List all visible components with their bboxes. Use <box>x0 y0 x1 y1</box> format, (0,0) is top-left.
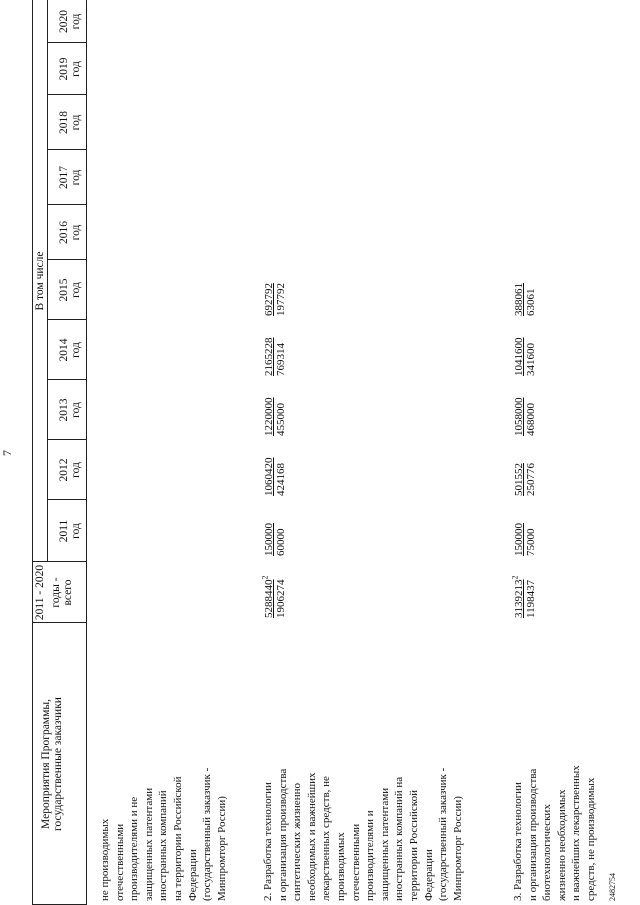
value-federal: 75000 <box>525 528 537 556</box>
value-federal: 455000 <box>275 403 287 436</box>
value-plan: 2165228 <box>263 337 275 376</box>
activity-line: синтетических жизненно <box>291 783 304 901</box>
header-year-2012 <box>58 440 82 500</box>
activity-line: жизненно необходимых <box>555 789 568 901</box>
header-year-2020 <box>58 0 82 43</box>
including-underline <box>47 0 48 562</box>
activity-line: лекарственных средств, не <box>320 776 333 901</box>
value-plan: 501552 <box>513 463 525 496</box>
row2-2013 <box>263 398 287 437</box>
year-label: 2015 <box>58 278 70 302</box>
year-unit: год <box>70 13 82 30</box>
value-federal: 197792 <box>275 283 287 316</box>
row3-2013 <box>513 398 537 437</box>
activity-line: необходимых и важнейших <box>305 772 318 901</box>
year-label: 2019 <box>58 57 70 81</box>
year-label: 2013 <box>58 398 70 422</box>
header-year-2018 <box>58 95 82 150</box>
row3-2011 <box>513 523 537 556</box>
row-activity-3 <box>511 765 599 901</box>
year-label: 2012 <box>58 458 70 482</box>
value-federal: 341600 <box>525 343 537 376</box>
activity-line: иностранных компаний на <box>393 776 406 901</box>
value-federal: 250776 <box>525 463 537 496</box>
activity-line: и важнейших лекарственных <box>570 765 583 901</box>
activity-line: территории Российской <box>407 790 420 901</box>
year-unit: год <box>70 342 82 358</box>
header-year-2016 <box>58 205 82 260</box>
activity-line: 2. Разработка технологии <box>262 782 274 901</box>
row3-total <box>510 575 537 619</box>
activity-line: производителями и не <box>128 796 141 901</box>
year-label: 2014 <box>58 338 70 362</box>
header-year-2013 <box>58 380 82 440</box>
year-label: 2011 <box>58 519 70 543</box>
row2-2015 <box>263 283 287 316</box>
row3-2012 <box>513 463 537 496</box>
activity-line: защищенных патентами <box>142 787 155 901</box>
value-plan: 1041600 <box>513 337 525 376</box>
activity-line: защищенных патентами <box>378 787 391 901</box>
year-unit: год <box>70 462 82 478</box>
document-code: 2482754 <box>608 873 617 901</box>
value-federal: 63061 <box>525 288 537 316</box>
year-label: 2020 <box>58 10 70 33</box>
activity-line: Федерации <box>186 849 199 901</box>
header-year-2019 <box>58 43 82 95</box>
value-federal: 769314 <box>275 343 287 376</box>
year-label: 2017 <box>58 166 70 189</box>
activity-line: отечественными <box>349 823 362 901</box>
footnote-mark: 2 <box>510 575 520 580</box>
total-plan: 5288440 <box>263 579 275 618</box>
header-total-line: 2011 - 2020 <box>34 564 46 621</box>
value-plan: 150000 <box>263 523 275 556</box>
year-unit: год <box>70 169 82 186</box>
header-including: В том числе <box>34 251 46 311</box>
year-unit: год <box>70 224 82 241</box>
year-unit: год <box>70 61 82 77</box>
header-year-2017 <box>58 150 82 205</box>
value-plan: 1058000 <box>513 397 525 436</box>
footnote-mark: 2 <box>260 575 270 580</box>
value-plan: 1060420 <box>263 457 275 496</box>
row2-2012 <box>263 458 287 497</box>
year-unit: год <box>70 282 82 298</box>
activity-line: на территории Российской <box>171 776 184 901</box>
value-federal: 468000 <box>525 403 537 436</box>
activity-line: (государственный заказчик - <box>437 767 450 901</box>
header-year-2011 <box>58 500 82 562</box>
activity-line: и организация производства <box>276 768 289 901</box>
value-plan: 692792 <box>263 283 275 316</box>
value-plan: 1220000 <box>263 397 275 436</box>
header-total <box>34 562 74 623</box>
header-bottom-border <box>86 0 87 905</box>
activity-line: производимых <box>334 832 347 901</box>
year-unit: год <box>70 523 82 539</box>
value-plan: 388061 <box>513 283 525 316</box>
year-unit: год <box>70 402 82 418</box>
row2-total <box>260 575 287 619</box>
value-plan: 150000 <box>513 523 525 556</box>
header-activities <box>40 623 64 905</box>
activity-line: средств, не производимых <box>584 777 597 901</box>
value-federal: 424168 <box>275 463 287 496</box>
row2-2011 <box>263 523 287 556</box>
row3-2014 <box>513 338 537 377</box>
activity-line: Минпромторг России) <box>215 796 228 901</box>
total-federal: 1906274 <box>275 579 287 618</box>
activity-line: не производимых <box>99 818 111 901</box>
header-activities-line: Мероприятия Программы, <box>40 699 52 829</box>
value-federal: 60000 <box>275 528 287 556</box>
activity-line: 3. Разработка технологии <box>512 782 524 901</box>
header-total-line: годы - <box>50 577 62 608</box>
header-activities-line: государственные заказчики <box>52 697 64 831</box>
row2-2014 <box>263 338 287 377</box>
header-total-line: всего <box>62 579 74 606</box>
activity-line: иностранных компаний <box>157 790 170 901</box>
row3-2015 <box>513 283 537 316</box>
activity-line: Федерации <box>422 849 435 901</box>
page-number: 7 <box>0 450 14 456</box>
activity-line: и организация производства <box>526 768 539 901</box>
total-federal: 1198437 <box>525 579 537 618</box>
total-plan: 3139213 <box>513 579 525 618</box>
table-top-border <box>32 0 33 905</box>
year-label: 2018 <box>58 111 70 134</box>
activity-line: отечественными <box>113 823 126 901</box>
header-year-2014 <box>58 320 82 380</box>
activity-line: (государственный заказчик - <box>201 767 214 901</box>
year-unit: год <box>70 114 82 131</box>
row-activity-continuation <box>98 768 229 901</box>
activity-line: производителями и <box>364 810 377 901</box>
activity-line: Минпромторг России) <box>451 796 464 901</box>
header-year-2015 <box>58 260 82 320</box>
row-activity-2 <box>261 768 465 901</box>
year-label: 2016 <box>58 221 70 244</box>
activity-line: биотехнологических <box>541 804 554 901</box>
